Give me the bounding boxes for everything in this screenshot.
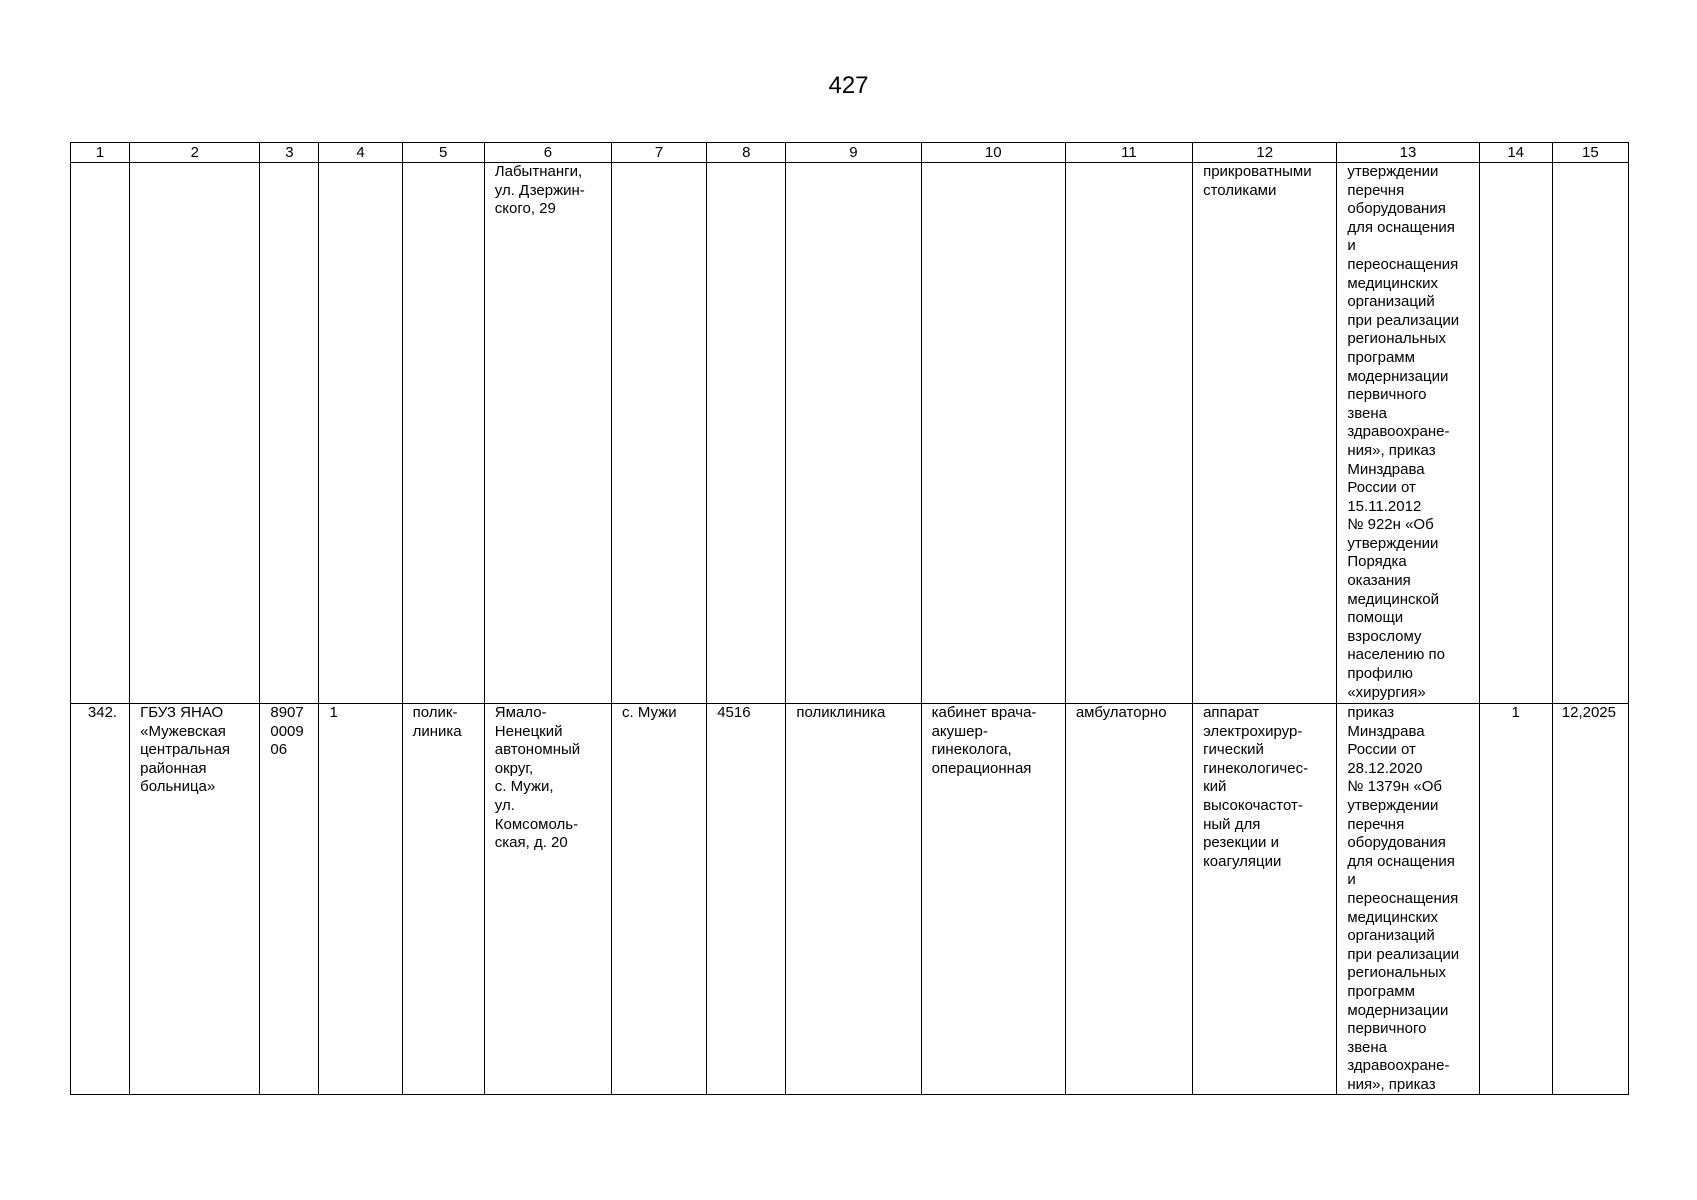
column-header: 12	[1193, 143, 1337, 163]
column-header: 1	[71, 143, 130, 163]
column-header: 15	[1552, 143, 1628, 163]
cell-equipment: аппарат электрохирур- гический гинекологичес- кий высокочастот- ный для резекции и коагуляции	[1193, 704, 1337, 1095]
cell-cabinet	[921, 163, 1065, 704]
cell-code: 8907 0009 06	[260, 704, 319, 1095]
cell-number: 342.	[71, 704, 130, 1095]
cell-quantity	[1479, 163, 1552, 704]
cell-equipment: прикроватными столиками	[1193, 163, 1337, 704]
column-header: 10	[921, 143, 1065, 163]
cell-address: Ямало- Ненецкий автономный округ, с. Мужи, ул. Комсомоль- ская, д. 20	[484, 704, 611, 1095]
cell-settlement	[612, 163, 707, 704]
column-header: 11	[1065, 143, 1192, 163]
data-table	[70, 142, 1629, 1095]
cell-code	[260, 163, 319, 704]
table-row	[71, 163, 1629, 704]
page-number: 427	[828, 72, 869, 99]
cell-organization	[130, 163, 260, 704]
column-header: 2	[130, 143, 260, 163]
cell-address: Лабытнанги, ул. Дзержин- ского, 29	[484, 163, 611, 704]
column-header: 4	[319, 143, 402, 163]
column-header: 5	[402, 143, 484, 163]
table-row	[71, 704, 1629, 1095]
cell-cabinet: кабинет врача- акушер- гинеколога, операционная	[921, 704, 1065, 1095]
cell-organization: ГБУЗ ЯНАО «Мужевская центральная районная больница»	[130, 704, 260, 1095]
column-header: 3	[260, 143, 319, 163]
cell-legal-basis: утверждении перечня оборудования для оснащения и переоснащения медицинских организаций при реализации региональных программ модернизации первичного звена здравоохране- ния», приказ Минздрава России от 15.11.2012 № 922н «Об утверждении Порядка оказания медицинской помощи взрослому населению по профилю «хирургия»	[1337, 163, 1479, 704]
cell-unit: поликлиника	[786, 704, 921, 1095]
cell-col8: 4516	[707, 704, 786, 1095]
cell-date: 12,2025	[1552, 704, 1628, 1095]
column-header: 14	[1479, 143, 1552, 163]
cell-date	[1552, 163, 1628, 704]
cell-col4: 1	[319, 704, 402, 1095]
cell-type: полик- линика	[402, 704, 484, 1095]
cell-number	[71, 163, 130, 704]
column-header: 7	[612, 143, 707, 163]
cell-col4	[319, 163, 402, 704]
column-header: 8	[707, 143, 786, 163]
cell-col8	[707, 163, 786, 704]
cell-care-type: амбулаторно	[1065, 704, 1192, 1095]
column-header: 13	[1337, 143, 1479, 163]
cell-legal-basis: приказ Минздрава России от 28.12.2020 № 1379н «Об утверждении перечня оборудования для оснащения и переоснащения медицинских организаций при реализации региональных программ модернизации первичного звена здравоохране- ния», приказ	[1337, 704, 1479, 1095]
column-header: 6	[484, 143, 611, 163]
column-header: 9	[786, 143, 921, 163]
cell-quantity: 1	[1479, 704, 1552, 1095]
cell-settlement: с. Мужи	[612, 704, 707, 1095]
header-row	[71, 143, 1629, 163]
cell-unit	[786, 163, 921, 704]
cell-type	[402, 163, 484, 704]
cell-care-type	[1065, 163, 1192, 704]
